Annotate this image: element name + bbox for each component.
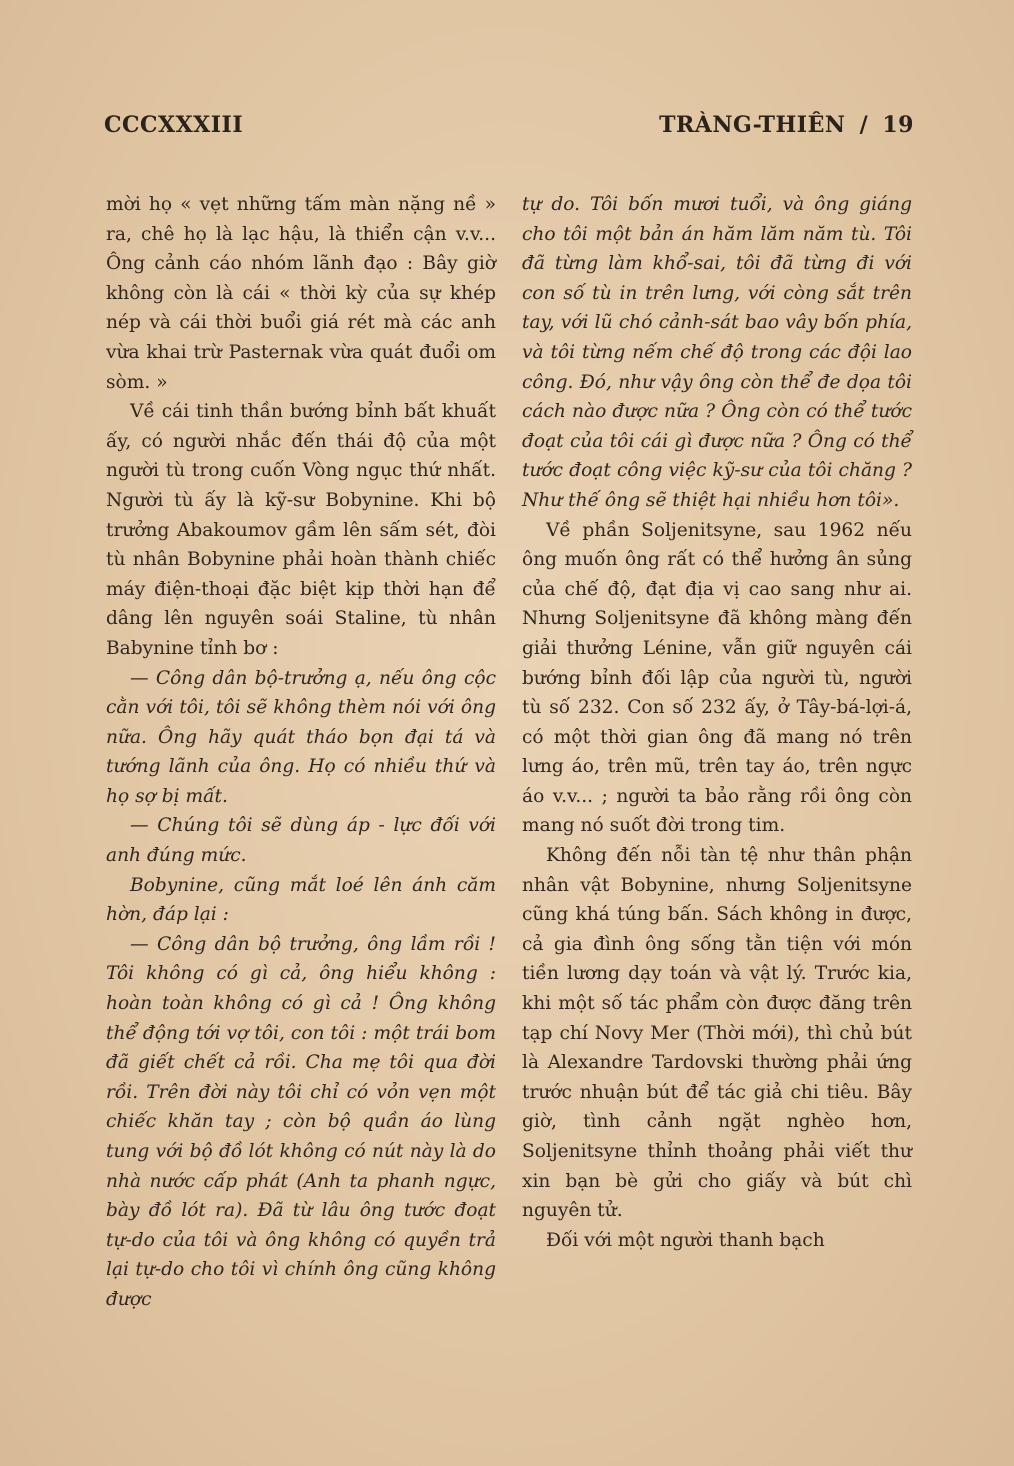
dialogue-paragraph: Bobynine, cũng mắt loé lên ánh căm hờn, đáp lại : <box>106 874 496 926</box>
magazine-title: TRÀNG-THIÊN <box>659 112 846 138</box>
paragraph: Về phần Soljenitsyne, sau 1962 nếu ông muốn ông rất có thể hưởng ân sủng của chế độ, đạt địa vị cao sang như ai. Nhưng Soljenitsyne đã không màng đến giải thưởng Lénine, vẫn giữ nguyên cái bướng bỉnh đối lập của người tù, người tù số 232. Con số 232 ấy, ở Tây-bá-lợi-á, có một thời gian ông đã mang nó trên lưng áo, trên mũ, trên tay áo, trên ngực áo v.v... ; người ta bảo rằng rồi ông còn mang nó suốt đời trong tim. <box>522 519 912 837</box>
paragraph: mời họ « vẹt những tấm màn nặng nề » ra, chê họ là lạc hậu, là thiển cận v.v... Ông cảnh cáo nhóm lãnh đạo : Bây giờ không còn là cái « thời kỳ của sự khép nép và cái thời buổi giá rét mà các anh vừa khai trừ Pasternak vừa quát đuổi om sòm. » <box>106 194 496 393</box>
dialogue-paragraph: — Công dân bộ trưởng, ông lầm rồi ! Tôi không có gì cả, ông hiểu không : hoàn toàn không có gì cả ! Ông không thể động tới vợ tôi, con tôi : một trái bom đã giết chết cả rồi. Cha mẹ tôi qua đời rồi. Trên đời này tôi chỉ có vỏn vẹn một chiếc khăn tay ; còn bộ quần áo lùng tung với bộ đồ lót không có nút này là do nhà nước cấp phát (Anh ta phanh ngực, bày đồ lót ra). Đã từ lâu ông tước đoạt tự-do của tôi và ông không có quyền trả lại tự-do cho tôi vì chính ông cũng không được <box>106 933 496 1310</box>
section-number: CCCXXXIII <box>104 112 244 138</box>
dialogue-paragraph: tự do. Tôi bốn mươi tuổi, và ông giáng cho tôi một bản án hăm lăm năm tù. Tôi đã từng làm khổ-sai, tôi đã từng đi với con số tù in trên lưng, với còng sắt trên tay, với lũ chó cảnh-sát bao vây bốn phía, và tôi từng nếm chế độ trong các đội lao công. Đó, như vậy ông còn thể đe dọa tôi cách nào được nữa ? Ông còn có thể tước đoạt của tôi cái gì được nữa ? Ông có thể tước đoạt công việc kỹ-sư của tôi chăng ? Như thế ông sẽ thiệt hại nhiều hơn tôi». <box>522 194 912 511</box>
dialogue-paragraph: — Chúng tôi sẽ dùng áp - lực đối với anh đúng mức. <box>106 815 496 867</box>
paragraph: Không đến nỗi tàn tệ như thân phận nhân vật Bobynine, nhưng Soljenitsyne cũng khá túng bấn. Sách không in được, cả gia đình ông sống tằn tiện với món tiền lương dạy toán và vật lý. Trước kia, khi một số tác phẩm còn được đăng trên tạp chí Novy Mer (Thời mới), thì chủ bút là Alexandre Tardovski thường phải ứng trước nhuận bút để tác giả chi tiêu. Bây giờ, tình cảnh ngặt nghèo hơn, Soljenitsyne thỉnh thoảng phải viết thư xin bạn bè gửi cho giấy và bút chì nguyên tử. <box>522 845 912 1222</box>
left-column <box>106 190 496 1315</box>
page-number: 19 <box>882 112 914 138</box>
right-column <box>522 190 912 1255</box>
paragraph: Về cái tinh thần bướng bỉnh bất khuất ấy, có người nhắc đến thái độ của một người tù trong cuốn Vòng ngục thứ nhất. Người tù ấy là kỹ-sư Bobynine. Khi bộ trưởng Abakoumov gầm lên sấm sét, đòi tù nhân Bobynine phải hoàn thành chiếc máy điện-thoại đặc biệt kịp thời hạn để dâng lên nguyên soái Staline, tù nhân Babynine tỉnh bơ : <box>106 401 496 659</box>
paragraph: Đối với một người thanh bạch <box>546 1229 825 1251</box>
page-header <box>104 112 914 138</box>
title-separator: / <box>859 112 869 138</box>
running-title <box>653 112 914 138</box>
dialogue-paragraph: — Công dân bộ-trưởng ạ, nếu ông cộc cằn với tôi, tôi sẽ không thèm nói với ông nữa. Ông hãy quát tháo bọn đại tá và tướng lãnh của ông. Họ có nhiều thứ và họ sợ bị mất. <box>106 667 496 807</box>
